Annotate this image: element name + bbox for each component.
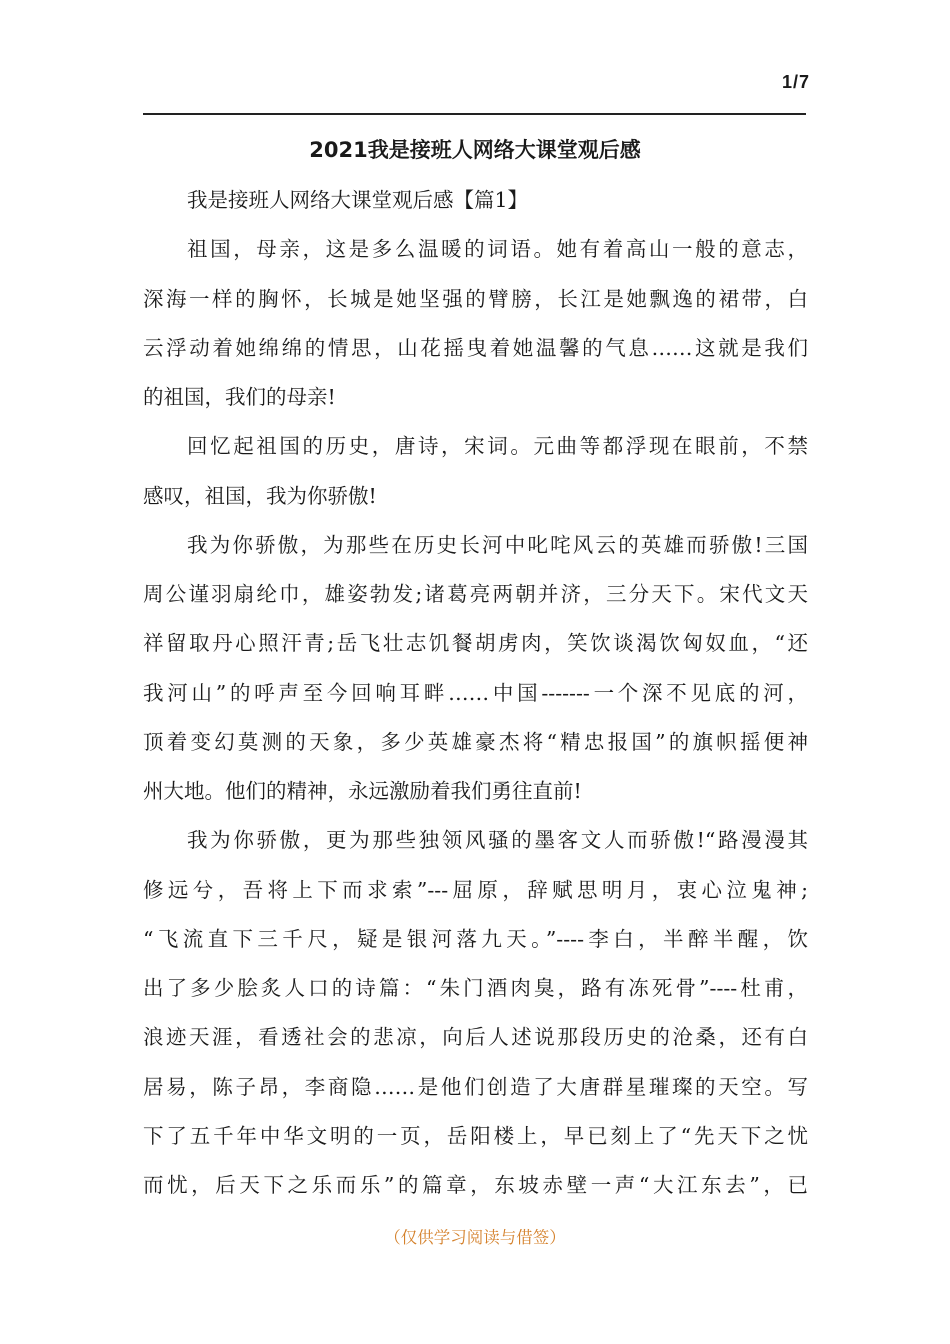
text-line: 我为你骄傲，更为那些独领风骚的墨客文人而骄傲!“路漫漫其: [187, 828, 808, 853]
text-line: 周公谨羽扇纶巾，雄姿勃发;诸葛亮两朝并济，三分天下。宋代文天: [143, 582, 808, 606]
paragraph: [143, 820, 808, 1214]
text-line: 祥留取丹心照汗青;岳飞壮志饥餐胡虏肉，笑饮谈渴饮匈奴血，“还: [143, 631, 808, 656]
page-number: 1/7: [781, 72, 810, 92]
paragraph: [143, 229, 808, 426]
document-title: 2021我是接班人网络大课堂观后感: [309, 138, 641, 162]
text-line: 回忆起祖国的历史，唐诗，宋词。元曲等都浮现在眼前，不禁: [187, 434, 808, 459]
paragraph: [143, 525, 808, 821]
text-line: 深海一样的胸怀，长城是她坚强的臂膀，长江是她飘逸的裙带，白: [143, 286, 808, 311]
text-line: 居易，陈子昂，李商隐……是他们创造了大唐群星璀璨的天空。写: [143, 1074, 808, 1099]
text-line: 浪迹天涯，看透社会的悲凉，向后人述说那段历史的沧桑，还有白: [143, 1025, 808, 1050]
text-line: 祖国，母亲，这是多么温暖的词语。她有着高山一般的意志，: [187, 237, 808, 262]
text-line: 云浮动着她绵绵的情思，山花摇曳着她温馨的气息……这就是我们: [143, 335, 808, 360]
text-line: 我河山”的呼声至今回响耳畔……中国-------一个深不见底的河，: [143, 680, 808, 705]
footer-note: （仅供学习阅读与借签）: [384, 1228, 566, 1247]
text-line: 修远兮，吾将上下而求索”---屈原，辞赋思明月，衷心泣鬼神;: [143, 877, 808, 902]
paragraph: [143, 426, 808, 525]
document-body: [143, 180, 808, 1214]
text-line: 的祖国，我们的母亲!: [143, 385, 336, 409]
text-line: 顶着变幻莫测的天象，多少英雄豪杰将“精忠报国”的旗帜摇便神: [143, 729, 808, 754]
header-rule: [143, 113, 806, 115]
text-line: 而忧，后天下之乐而乐”的篇章，东坡赤壁一声“大江东去”，已: [143, 1173, 808, 1197]
text-line: 感叹，祖国，我为你骄傲!: [143, 483, 377, 508]
text-line: 下了五千年中华文明的一页，岳阳楼上，早已刻上了“先天下之忧: [143, 1123, 808, 1148]
text-line: 我为你骄傲，为那些在历史长河中叱咤风云的英雄而骄傲!三国: [187, 532, 808, 557]
text-line: 出了多少脍炙人口的诗篇：“朱门酒肉臭，路有冻死骨”----杜甫，: [143, 976, 808, 1000]
section-heading: [143, 180, 808, 229]
text-line: 我是接班人网络大课堂观后感【篇1】: [187, 188, 529, 212]
text-line: 州大地。他们的精神，永远激励着我们勇往直前!: [143, 779, 582, 803]
text-line: “飞流直下三千尺，疑是银河落九天。”----李白，半醉半醒，饮: [143, 926, 808, 951]
